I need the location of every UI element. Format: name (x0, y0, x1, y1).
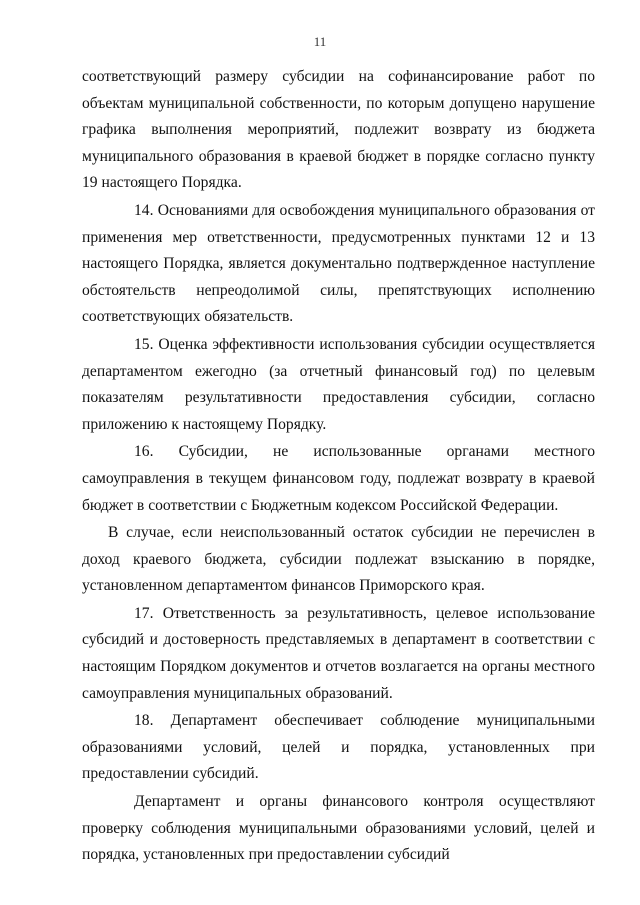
paragraph-15: 15. Оценка эффективности использования субсидии осуществляется департаментом ежегодно (за отчетный финансовый год) по целевым показателям результативности предоставления субсидии, согласно приложению к настоящему Порядку. (82, 335, 595, 433)
paragraph-14: 14. Основаниями для освобождения муниципального образования от применения мер ответственности, предусмотренных пунктами 12 и 13 настоящего Порядка, является документально подтвержденное наступление обстоятельств непреодолимой силы, препятствующих исполнению соответствующих обязательств. (82, 201, 595, 326)
paragraph-continuation: соответствующий размеру субсидии на софинансирование работ по объектам муниципальной собственности, по которым допущено нарушение графика выполнения мероприятий, подлежит возврату из бюджета муниципального образования в краевой бюджет в порядке согласно пункту 19 настоящего Порядка. (82, 68, 595, 192)
document-body (82, 64, 595, 869)
paragraph-16: 16. Субсидии, не использованные органами местного самоуправления в текущем финансовом году, подлежат возврату в краевой бюджет в соответствии с Бюджетным кодексом Российской Федерации. (82, 443, 595, 514)
paragraph-18: 18. Департамент обеспечивает соблюдение муниципальными образованиями условий, целей и порядка, установленных при предоставлении субсидий. (82, 712, 595, 783)
page-number: 11 (313, 34, 327, 49)
paragraph-17: 17. Ответственность за результативность, целевое использование субсидий и достоверность представляемых в департамент в соответствии с настоящим Порядком документов и отчетов возлагается на органы местного самоуправления муниципальных образований. (82, 604, 595, 702)
paragraph-16-note: В случае, если неиспользованный остаток субсидии не перечислен в доход краевого бюджета, субсидии подлежат взысканию в порядке, установленном департаментом финансов Приморского края. (82, 524, 595, 595)
paragraph-18-note: Департамент и органы финансового контроля осуществляют проверку соблюдения муниципальными образованиями условий, целей и порядка, установленных при предоставлении субсидий (82, 793, 595, 864)
